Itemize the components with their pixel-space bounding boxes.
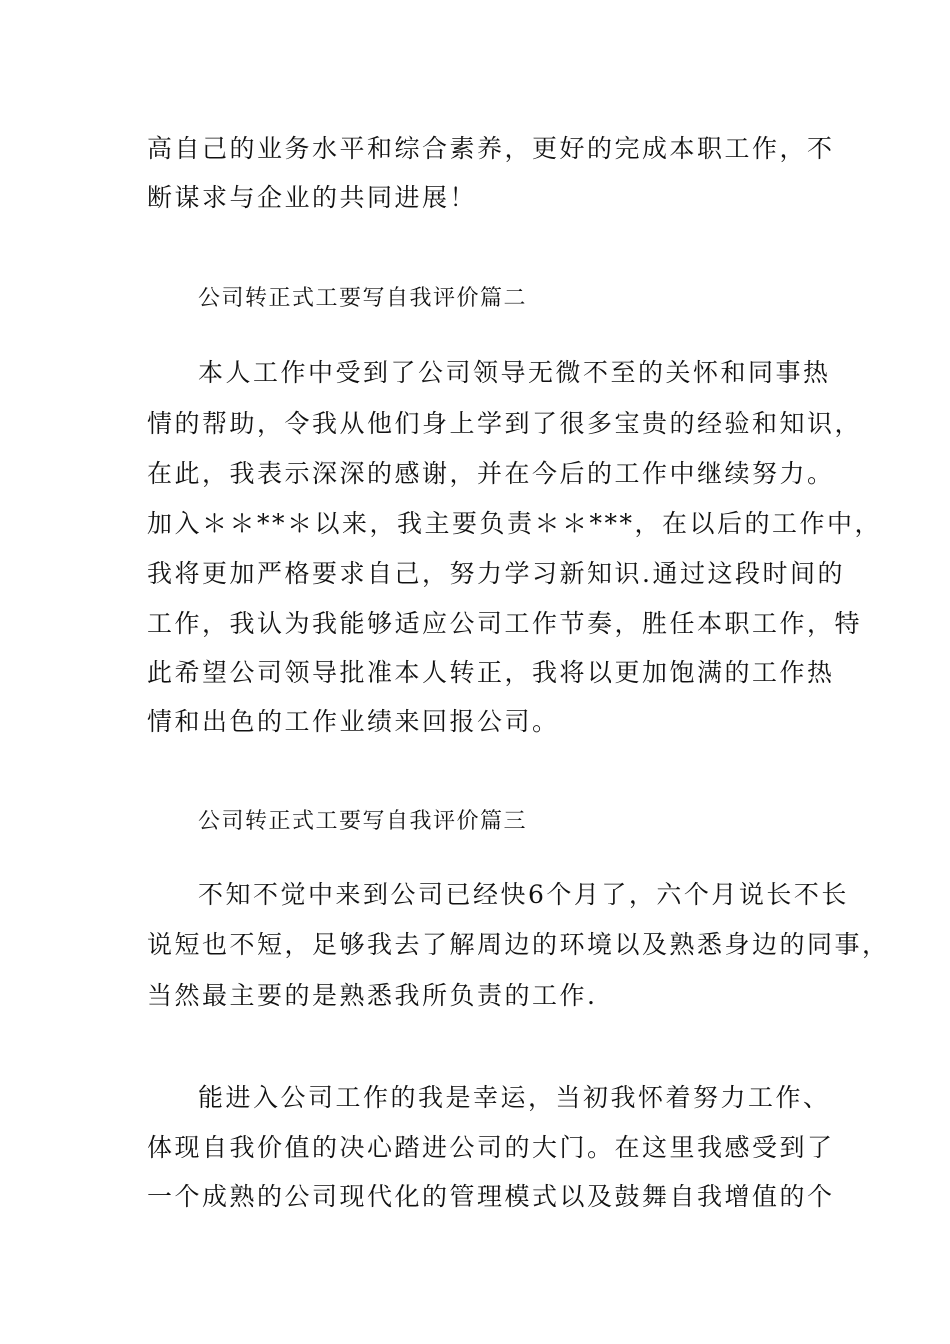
section-3-para-1-line-3: 当然最主要的是熟悉我所负责的工作. bbox=[147, 981, 598, 1010]
section-3-para-2-line-1: 能进入公司工作的我是幸运，当初我怀着努力工作、 bbox=[198, 1083, 831, 1112]
section-2-line-2: 情的帮助，令我从他们身上学到了很多宝贵的经验和知识， bbox=[147, 409, 863, 438]
section-3-para-1-line-1: 不知不觉中来到公司已经快6个月了，六个月说长不长 bbox=[198, 880, 849, 909]
intro-line-2: 断谋求与企业的共同进展！ bbox=[147, 183, 478, 212]
intro-line-1: 高自己的业务水平和综合素养，更好的完成本职工作，不 bbox=[147, 134, 835, 163]
section-3-para-2-line-3: 一个成熟的公司现代化的管理模式以及鼓舞自我增值的个 bbox=[147, 1182, 835, 1211]
section-2-line-5: 我将更加严格要求自己，努力学习新知识.通过这段时间的 bbox=[147, 559, 845, 588]
section-2-line-7: 此希望公司领导批准本人转正，我将以更加饱满的工作热 bbox=[147, 658, 835, 687]
section-3-para-1-line-2: 说短也不短，足够我去了解周边的环境以及熟悉身边的同事， bbox=[147, 930, 890, 959]
section-2-line-1: 本人工作中受到了公司领导无微不至的关怀和同事热 bbox=[198, 358, 831, 387]
section-2-line-6: 工作，我认为我能够适应公司工作节奏，胜任本职工作，特 bbox=[147, 609, 863, 638]
section-2-line-4: 加入＊＊**＊以来，我主要负责＊＊***，在以后的工作中， bbox=[147, 509, 883, 538]
section-3-para-2-line-2: 体现自我价值的决心踏进公司的大门。在这里我感受到了 bbox=[147, 1133, 835, 1162]
section-2-line-8: 情和出色的工作业绩来回报公司。 bbox=[147, 707, 560, 736]
section-3-heading: 公司转正式工要写自我评价篇三 bbox=[198, 809, 528, 834]
section-2-heading: 公司转正式工要写自我评价篇二 bbox=[198, 286, 528, 311]
section-2-line-3: 在此，我表示深深的感谢，并在今后的工作中继续努力。 bbox=[147, 459, 835, 488]
